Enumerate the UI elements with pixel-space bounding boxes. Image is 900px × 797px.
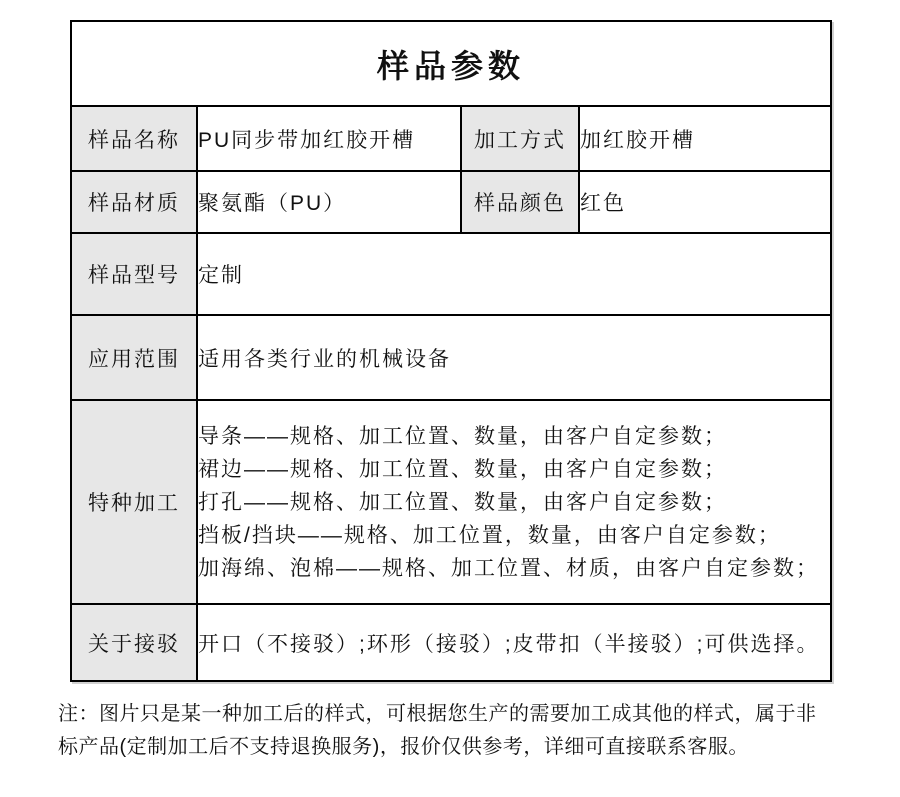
sample-parameters-table bbox=[70, 20, 832, 682]
page-title: 样品参数 bbox=[71, 21, 831, 106]
special-processing-line-3: 打孔——规格、加工位置、数量，由客户自定参数； bbox=[198, 490, 727, 514]
value-special-processing bbox=[197, 400, 831, 604]
label-splicing: 关于接驳 bbox=[71, 604, 197, 681]
value-sample-model: 定制 bbox=[197, 233, 831, 315]
row-application-scope bbox=[71, 315, 831, 400]
value-sample-name: PU同步带加红胶开槽 bbox=[197, 106, 461, 171]
label-special-processing: 特种加工 bbox=[71, 400, 197, 604]
value-sample-material: 聚氨酯（PU） bbox=[197, 171, 461, 233]
label-sample-model: 样品型号 bbox=[71, 233, 197, 315]
value-sample-color: 红色 bbox=[579, 171, 831, 233]
value-splicing: 开口（不接驳）;环形（接驳）;皮带扣（半接驳）;可供选择。 bbox=[197, 604, 831, 681]
label-sample-color: 样品颜色 bbox=[461, 171, 579, 233]
special-processing-line-1: 导条——规格、加工位置、数量，由客户自定参数； bbox=[198, 424, 727, 448]
label-sample-name: 样品名称 bbox=[71, 106, 197, 171]
row-sample-material bbox=[71, 171, 831, 233]
label-processing-method: 加工方式 bbox=[461, 106, 579, 171]
row-sample-name bbox=[71, 106, 831, 171]
special-processing-line-4: 挡板/挡块——规格、加工位置，数量，由客户自定参数； bbox=[198, 523, 781, 547]
special-processing-line-5: 加海绵、泡棉——规格、加工位置、材质，由客户自定参数； bbox=[198, 556, 819, 580]
row-special-processing bbox=[71, 400, 831, 604]
special-processing-line-2: 裙边——规格、加工位置、数量，由客户自定参数； bbox=[198, 457, 727, 481]
value-processing-method: 加红胶开槽 bbox=[579, 106, 831, 171]
footnote: 注：图片只是某一种加工后的样式，可根据您生产的需要加工成其他的样式，属于非标产品(定制加工后不支持退换服务)，报价仅供参考，详细可直接联系客服。 bbox=[58, 703, 817, 758]
row-splicing bbox=[71, 604, 831, 681]
table-title-row bbox=[71, 21, 831, 106]
label-sample-material: 样品材质 bbox=[71, 171, 197, 233]
row-sample-model bbox=[71, 233, 831, 315]
value-application-scope: 适用各类行业的机械设备 bbox=[197, 315, 831, 400]
label-application-scope: 应用范围 bbox=[71, 315, 197, 400]
